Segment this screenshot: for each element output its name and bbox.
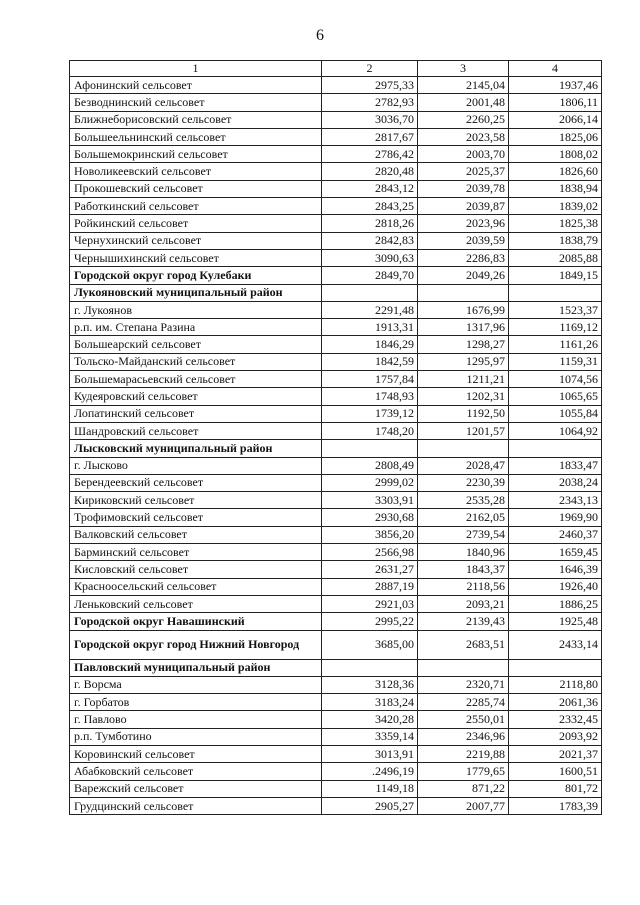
row-name-cell: Прокошевский сельсовет: [70, 180, 322, 197]
row-value-col2: 3013,91: [322, 745, 418, 762]
row-value-col3: 2683,51: [418, 630, 509, 659]
table-row: [70, 474, 602, 491]
row-value-col3: 2023,96: [418, 215, 509, 232]
row-name-cell: Грудцинский сельсовет: [70, 797, 322, 814]
row-value-col4: 2093,92: [509, 728, 602, 745]
row-value-col3: 2230,39: [418, 474, 509, 491]
table-row: [70, 284, 602, 301]
row-name-cell: Большемокринский сельсовет: [70, 146, 322, 163]
column-header-2: 2: [322, 61, 418, 77]
row-value-col3: 1211,21: [418, 371, 509, 388]
table-body: [70, 77, 602, 815]
row-value-col4: 1937,46: [509, 77, 602, 94]
table-row: [70, 267, 602, 284]
table-row: [70, 694, 602, 711]
row-name-cell: Коровинский сельсовет: [70, 745, 322, 762]
row-value-col4: 1161,26: [509, 336, 602, 353]
table-row: [70, 745, 602, 762]
row-value-col4: 1838,79: [509, 232, 602, 249]
row-value-col2: 3420,28: [322, 711, 418, 728]
row-value-col4: 2021,37: [509, 745, 602, 762]
row-name-cell: Варежский сельсовет: [70, 780, 322, 797]
row-value-col4: 1808,02: [509, 146, 602, 163]
table-row: [70, 405, 602, 422]
row-value-col2: .2496,19: [322, 763, 418, 780]
row-name-cell: Ройкинский сельсовет: [70, 215, 322, 232]
table-row: [70, 198, 602, 215]
row-value-col3: 2162,05: [418, 509, 509, 526]
row-value-col4: 1659,45: [509, 544, 602, 561]
table-row: [70, 595, 602, 612]
table-row: [70, 319, 602, 336]
table-row: [70, 457, 602, 474]
row-value-col2: 1739,12: [322, 405, 418, 422]
table-row: [70, 526, 602, 543]
row-value-col4: 1523,37: [509, 301, 602, 318]
row-value-col2: 2887,19: [322, 578, 418, 595]
column-header-3: 3: [418, 61, 509, 77]
table-row: [70, 578, 602, 595]
row-name-cell: Шандровский сельсовет: [70, 422, 322, 439]
table-row: [70, 544, 602, 561]
row-value-col4: 1925,48: [509, 613, 602, 630]
row-name-cell: г. Лысково: [70, 457, 322, 474]
data-table: [69, 60, 602, 815]
row-value-col2: 2921,03: [322, 595, 418, 612]
row-value-col3: 2039,59: [418, 232, 509, 249]
table-row: [70, 509, 602, 526]
row-value-col3: 2028,47: [418, 457, 509, 474]
row-value-col3: 2039,87: [418, 198, 509, 215]
row-value-col3: 2001,48: [418, 94, 509, 111]
row-name-cell: р.п. Тумботино: [70, 728, 322, 745]
row-value-col2: 3128,36: [322, 676, 418, 693]
table-row: [70, 676, 602, 693]
table-row: [70, 797, 602, 814]
row-value-col3: 2260,25: [418, 111, 509, 128]
row-value-col3: [418, 440, 509, 457]
row-value-col3: 2219,88: [418, 745, 509, 762]
row-name-cell: г. Ворсма: [70, 676, 322, 693]
row-value-col3: 2007,77: [418, 797, 509, 814]
row-value-col2: 2843,12: [322, 180, 418, 197]
row-name-cell: Лопатинский сельсовет: [70, 405, 322, 422]
row-value-col3: 1317,96: [418, 319, 509, 336]
row-value-col4: 2118,80: [509, 676, 602, 693]
row-value-col4: 1969,90: [509, 509, 602, 526]
table-row: [70, 561, 602, 578]
row-name-cell: Лысковский муниципальный район: [70, 440, 322, 457]
row-value-col4: 2343,13: [509, 492, 602, 509]
page-number: 6: [316, 27, 324, 44]
row-value-col4: 1065,65: [509, 388, 602, 405]
table-row: [70, 301, 602, 318]
row-name-cell: Барминский сельсовет: [70, 544, 322, 561]
row-name-cell: Большемарасьевский сельсовет: [70, 371, 322, 388]
row-value-col3: 2118,56: [418, 578, 509, 595]
row-value-col3: 1202,31: [418, 388, 509, 405]
row-value-col4: 1825,06: [509, 128, 602, 145]
row-value-col4: 1926,40: [509, 578, 602, 595]
row-name-cell: Абабковский сельсовет: [70, 763, 322, 780]
row-value-col4: 1886,25: [509, 595, 602, 612]
row-value-col4: 1825,38: [509, 215, 602, 232]
table-row: [70, 388, 602, 405]
row-name-cell: Тольско-Майданский сельсовет: [70, 353, 322, 370]
row-value-col3: 2550,01: [418, 711, 509, 728]
row-name-cell: Кудеяровский сельсовет: [70, 388, 322, 405]
row-value-col3: [418, 659, 509, 676]
row-value-col4: 2332,45: [509, 711, 602, 728]
row-value-col2: 2999,02: [322, 474, 418, 491]
row-value-col4: 2433,14: [509, 630, 602, 659]
row-value-col3: 2093,21: [418, 595, 509, 612]
row-value-col4: 1838,94: [509, 180, 602, 197]
table-row: [70, 94, 602, 111]
row-value-col2: 1149,18: [322, 780, 418, 797]
row-value-col4: 2038,24: [509, 474, 602, 491]
row-value-col2: 2849,70: [322, 267, 418, 284]
row-value-col2: 3359,14: [322, 728, 418, 745]
row-value-col4: 2061,36: [509, 694, 602, 711]
row-value-col2: 2995,22: [322, 613, 418, 630]
row-value-col2: 1842,59: [322, 353, 418, 370]
row-value-col4: 801,72: [509, 780, 602, 797]
row-value-col3: 2535,28: [418, 492, 509, 509]
row-value-col2: 3685,00: [322, 630, 418, 659]
row-value-col3: 1192,50: [418, 405, 509, 422]
table-row: [70, 371, 602, 388]
table-row: [70, 146, 602, 163]
row-value-col2: 3090,63: [322, 249, 418, 266]
row-value-col2: 1846,29: [322, 336, 418, 353]
row-name-cell: Безводнинский сельсовет: [70, 94, 322, 111]
row-name-cell: Чернухинский сельсовет: [70, 232, 322, 249]
row-name-cell: Городской округ Навашинский: [70, 613, 322, 630]
row-value-col3: 2039,78: [418, 180, 509, 197]
table-row: [70, 728, 602, 745]
row-value-col3: 2286,83: [418, 249, 509, 266]
row-value-col4: 1839,02: [509, 198, 602, 215]
row-name-cell: Берендеевский сельсовет: [70, 474, 322, 491]
row-value-col2: 3303,91: [322, 492, 418, 509]
row-value-col2: 2843,25: [322, 198, 418, 215]
row-name-cell: Кисловский сельсовет: [70, 561, 322, 578]
row-value-col3: 2003,70: [418, 146, 509, 163]
row-value-col2: 3036,70: [322, 111, 418, 128]
row-value-col2: 1748,20: [322, 422, 418, 439]
row-name-cell: Трофимовский сельсовет: [70, 509, 322, 526]
table-row: [70, 77, 602, 94]
row-value-col4: 2085,88: [509, 249, 602, 266]
table-row: [70, 613, 602, 630]
row-name-cell: Ближнеборисовский сельсовет: [70, 111, 322, 128]
table-row: [70, 630, 602, 659]
row-name-cell: Леньковский сельсовет: [70, 595, 322, 612]
row-value-col3: 2346,96: [418, 728, 509, 745]
table-row: [70, 180, 602, 197]
row-name-cell: г. Павлово: [70, 711, 322, 728]
row-name-cell: Афонинский сельсовет: [70, 77, 322, 94]
row-name-cell: г. Лукоянов: [70, 301, 322, 318]
row-value-col2: 2786,42: [322, 146, 418, 163]
row-value-col3: [418, 284, 509, 301]
table-row: [70, 232, 602, 249]
row-value-col4: [509, 659, 602, 676]
row-name-cell: Новоликеевский сельсовет: [70, 163, 322, 180]
row-value-col2: 1913,31: [322, 319, 418, 336]
row-value-col4: 1849,15: [509, 267, 602, 284]
row-value-col4: [509, 284, 602, 301]
row-value-col3: 1779,65: [418, 763, 509, 780]
table-header-row: [70, 61, 602, 77]
row-name-cell: Городской округ город Кулебаки: [70, 267, 322, 284]
row-name-cell: Городской округ город Нижний Новгород: [70, 630, 322, 659]
column-header-4: 4: [509, 61, 602, 77]
row-value-col2: 2905,27: [322, 797, 418, 814]
row-name-cell: Валковский сельсовет: [70, 526, 322, 543]
row-value-col4: 1646,39: [509, 561, 602, 578]
row-value-col3: 871,22: [418, 780, 509, 797]
row-value-col4: 1600,51: [509, 763, 602, 780]
table-row: [70, 763, 602, 780]
table-row: [70, 336, 602, 353]
table-row: [70, 492, 602, 509]
table-row: [70, 440, 602, 457]
row-value-col4: 1826,60: [509, 163, 602, 180]
row-value-col3: 2049,26: [418, 267, 509, 284]
row-value-col3: 2025,37: [418, 163, 509, 180]
row-value-col2: 2782,93: [322, 94, 418, 111]
row-name-cell: Лукояновский муниципальный район: [70, 284, 322, 301]
row-value-col4: 1064,92: [509, 422, 602, 439]
row-value-col4: 1159,31: [509, 353, 602, 370]
row-value-col2: 3183,24: [322, 694, 418, 711]
row-value-col3: 2320,71: [418, 676, 509, 693]
table-row: [70, 422, 602, 439]
row-value-col4: 1055,84: [509, 405, 602, 422]
row-name-cell: Чернышихинский сельсовет: [70, 249, 322, 266]
row-name-cell: Работкинский сельсовет: [70, 198, 322, 215]
row-value-col2: 2818,26: [322, 215, 418, 232]
table-row: [70, 659, 602, 676]
row-value-col2: 1748,93: [322, 388, 418, 405]
row-value-col2: [322, 440, 418, 457]
table-row: [70, 711, 602, 728]
table-row: [70, 111, 602, 128]
row-value-col3: 2139,43: [418, 613, 509, 630]
row-value-col3: 1295,97: [418, 353, 509, 370]
row-value-col3: 1840,96: [418, 544, 509, 561]
row-value-col4: 1806,11: [509, 94, 602, 111]
row-value-col2: 2842,83: [322, 232, 418, 249]
row-name-cell: Большеельнинский сельсовет: [70, 128, 322, 145]
row-name-cell: р.п. им. Степана Разина: [70, 319, 322, 336]
table-row: [70, 249, 602, 266]
table-row: [70, 163, 602, 180]
row-value-col2: 2930,68: [322, 509, 418, 526]
row-value-col2: 2291,48: [322, 301, 418, 318]
row-name-cell: Большеарский сельсовет: [70, 336, 322, 353]
table-row: [70, 353, 602, 370]
row-value-col2: 2817,67: [322, 128, 418, 145]
row-value-col4: 1169,12: [509, 319, 602, 336]
row-value-col3: 1676,99: [418, 301, 509, 318]
row-value-col2: 3856,20: [322, 526, 418, 543]
row-value-col3: 1843,37: [418, 561, 509, 578]
row-value-col4: 2460,37: [509, 526, 602, 543]
row-value-col2: 2631,27: [322, 561, 418, 578]
row-name-cell: Кириковский сельсовет: [70, 492, 322, 509]
row-name-cell: г. Горбатов: [70, 694, 322, 711]
row-value-col3: 2285,74: [418, 694, 509, 711]
row-value-col2: 2820,48: [322, 163, 418, 180]
row-value-col2: 2808,49: [322, 457, 418, 474]
row-value-col3: 2145,04: [418, 77, 509, 94]
row-value-col2: 2566,98: [322, 544, 418, 561]
row-value-col4: 2066,14: [509, 111, 602, 128]
row-value-col2: 1757,84: [322, 371, 418, 388]
row-value-col3: 2739,54: [418, 526, 509, 543]
table-row: [70, 780, 602, 797]
row-name-cell: Павловский муниципальный район: [70, 659, 322, 676]
row-name-cell: Красноосельский сельсовет: [70, 578, 322, 595]
table-row: [70, 215, 602, 232]
row-value-col4: [509, 440, 602, 457]
row-value-col3: 2023,58: [418, 128, 509, 145]
row-value-col4: 1833,47: [509, 457, 602, 474]
row-value-col2: [322, 284, 418, 301]
row-value-col3: 1298,27: [418, 336, 509, 353]
row-value-col2: [322, 659, 418, 676]
row-value-col4: 1783,39: [509, 797, 602, 814]
row-value-col2: 2975,33: [322, 77, 418, 94]
table-row: [70, 128, 602, 145]
column-header-1: 1: [70, 61, 322, 77]
row-value-col4: 1074,56: [509, 371, 602, 388]
row-value-col3: 1201,57: [418, 422, 509, 439]
